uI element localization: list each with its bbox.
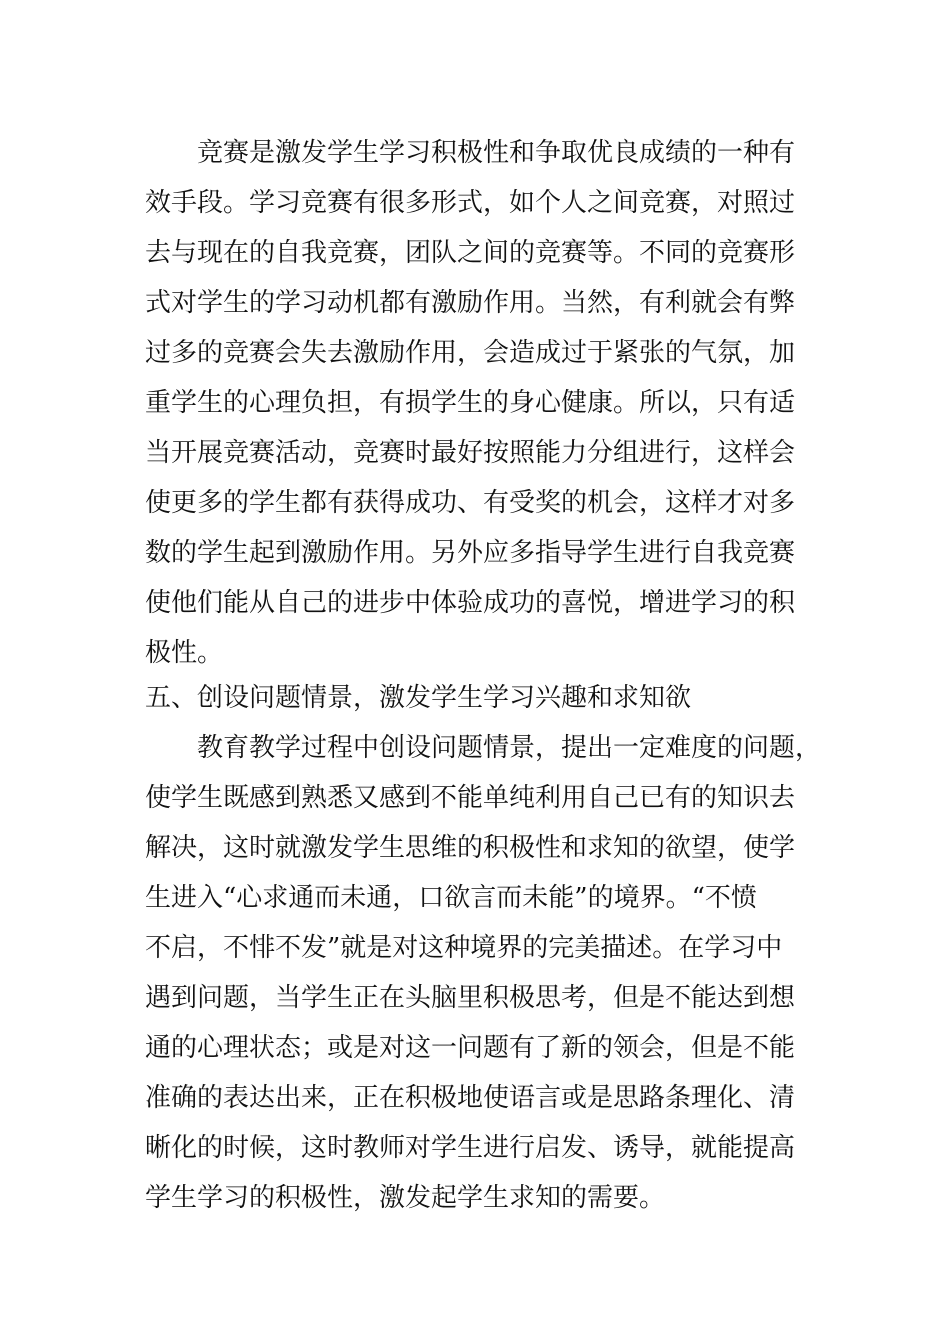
paragraph-line: 晰化的时候，这时教师对学生进行启发、诱导，就能提高 [145,1133,796,1163]
paragraph-line: 学生学习的积极性，激发起学生求知的需要。 [145,1183,666,1213]
paragraph-line: 不启，不悱不发”就是对这种境界的完美描述。在学习中 [145,933,783,963]
paragraph-line: 效手段。学习竞赛有很多形式，如个人之间竞赛，对照过 [145,188,796,218]
paragraph-line: 使更多的学生都有获得成功、有受奖的机会，这样才对多 [145,488,796,518]
paragraph-line: 式对学生的学习动机都有激励作用。当然，有利就会有弊 [145,288,796,318]
paragraph-line: 竞赛是激发学生学习积极性和争取优良成绩的一种有 [197,138,796,168]
paragraph-line: 遇到问题，当学生正在头脑里积极思考，但是不能达到想 [145,983,796,1013]
paragraph-line: 使学生既感到熟悉又感到不能单纯利用自己已有的知识去 [145,783,796,813]
paragraph-line: 去与现在的自我竞赛，团队之间的竞赛等。不同的竞赛形 [145,238,796,268]
paragraph-line: 重学生的心理负担，有损学生的身心健康。所以，只有适 [145,388,796,418]
paragraph-line: 解决，这时就激发学生思维的积极性和求知的欲望，使学 [145,833,796,863]
paragraph-line: 准确的表达出来，正在积极地使语言或是思路条理化、清 [145,1083,796,1113]
paragraph-line: 通的心理状态；或是对这一问题有了新的领会，但是不能 [145,1033,796,1063]
paragraph-line: 数的学生起到激励作用。另外应多指导学生进行自我竞赛 [145,538,796,568]
paragraph-line: 极性。 [145,638,224,668]
paragraph-line: 生进入“心求通而未通，口欲言而未能”的境界。“不愤 [145,883,757,913]
paragraph-line: 过多的竞赛会失去激励作用，会造成过于紧张的气氛，加 [145,338,796,368]
paragraph-line: 使他们能从自己的进步中体验成功的喜悦，增进学习的积 [145,588,796,618]
section-heading: 五、创设问题情景，激发学生学习兴趣和求知欲 [145,683,692,713]
paragraph-line: 教育教学过程中创设问题情景，提出一定难度的问题， [197,733,822,763]
paragraph-line: 当开展竞赛活动，竞赛时最好按照能力分组进行，这样会 [145,438,796,468]
